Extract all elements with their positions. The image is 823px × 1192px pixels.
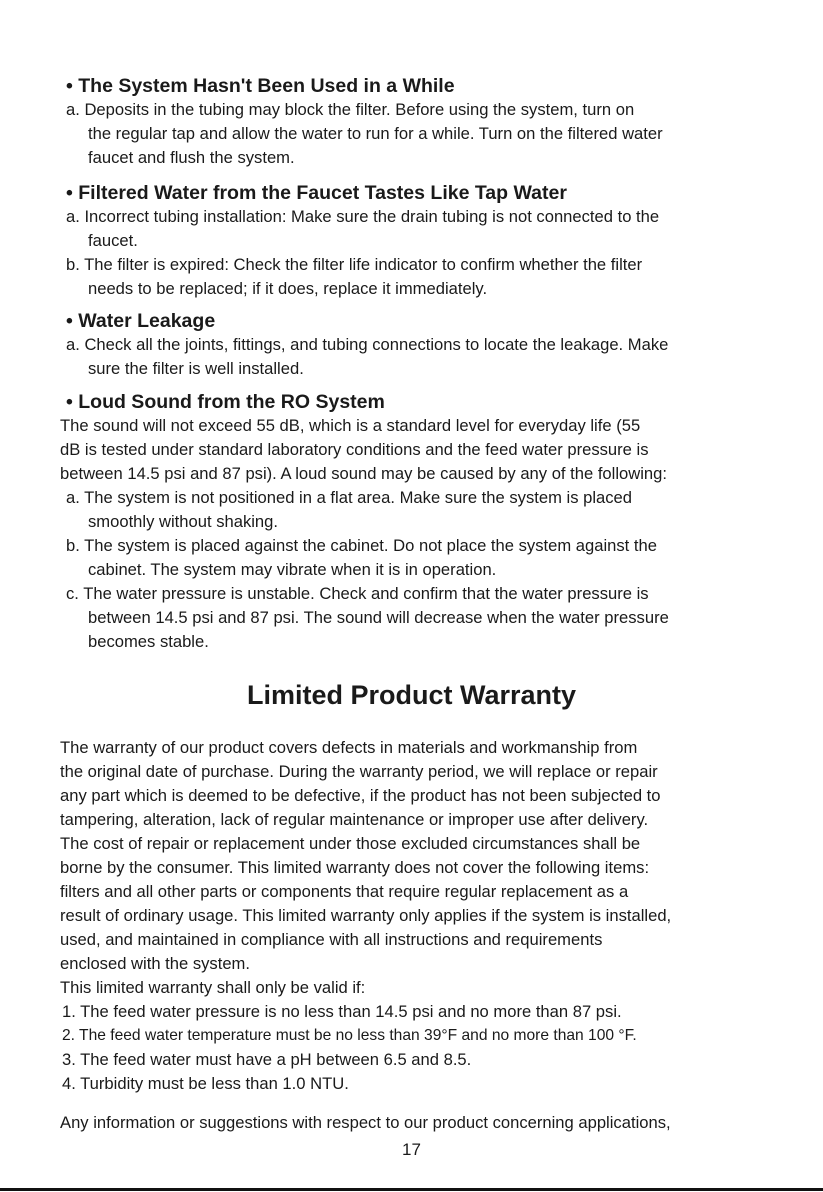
text-line: becomes stable. <box>88 632 209 651</box>
condition-item: 1. The feed water pressure is no less than 14.5 psi and no more than 87 psi. <box>62 1002 622 1021</box>
warranty-line: any part which is deemed to be defective, if the product has not been subjected to <box>60 786 661 805</box>
text-line: a. Deposits in the tubing may block the filter. Before using the system, turn on <box>66 100 635 119</box>
section-heading-taste: • Filtered Water from the Faucet Tastes Like Tap Water <box>66 182 567 204</box>
text-line: faucet and flush the system. <box>88 148 295 167</box>
warranty-line: result of ordinary usage. This limited warranty only applies if the system is installed, <box>60 906 672 925</box>
text-line: dB is tested under standard laboratory conditions and the feed water pressure is <box>60 440 649 459</box>
warranty-line: enclosed with the system. <box>60 954 250 973</box>
bottom-rule <box>0 1188 823 1191</box>
text-line: sure the filter is well installed. <box>88 359 304 378</box>
warranty-line: the original date of purchase. During the warranty period, we will replace or repair <box>60 762 658 781</box>
text-line: cabinet. The system may vibrate when it is in operation. <box>88 560 497 579</box>
conditions-intro: This limited warranty shall only be valid if: <box>60 978 366 997</box>
condition-item: 3. The feed water must have a pH between 6.5 and 8.5. <box>62 1050 472 1069</box>
section-heading-leakage: • Water Leakage <box>66 310 216 332</box>
warranty-line: used, and maintained in compliance with all instructions and requirements <box>60 930 603 949</box>
text-line: between 14.5 psi and 87 psi). A loud sound may be caused by any of the following: <box>60 464 667 483</box>
closing-line: Any information or suggestions with respect to our product concerning applications, <box>60 1113 671 1132</box>
text-line: The sound will not exceed 55 dB, which is a standard level for everyday life (55 <box>60 416 641 435</box>
text-line: faucet. <box>88 231 138 250</box>
warranty-line: borne by the consumer. This limited warranty does not cover the following items: <box>60 858 650 877</box>
warranty-line: filters and all other parts or components that require regular replacement as a <box>60 882 629 901</box>
text-line: c. The water pressure is unstable. Check and confirm that the water pressure is <box>66 584 649 603</box>
warranty-line: tampering, alteration, lack of regular maintenance or improper use after delivery. <box>60 810 649 829</box>
text-line: a. The system is not positioned in a flat area. Make sure the system is placed <box>66 488 633 507</box>
warranty-title: Limited Product Warranty <box>246 680 577 710</box>
condition-item: 4. Turbidity must be less than 1.0 NTU. <box>62 1074 349 1093</box>
warranty-line: The cost of repair or replacement under those excluded circumstances shall be <box>60 834 641 853</box>
text-line: b. The system is placed against the cabinet. Do not place the system against the <box>66 536 657 555</box>
text-line: needs to be replaced; if it does, replace it immediately. <box>88 279 488 298</box>
section-heading-loud-sound: • Loud Sound from the RO System <box>66 391 385 413</box>
section-heading-unused: • The System Hasn't Been Used in a While <box>66 75 455 97</box>
text-line: b. The filter is expired: Check the filter life indicator to confirm whether the filter <box>66 255 643 274</box>
text-line: smoothly without shaking. <box>88 512 279 531</box>
condition-item: 2. The feed water temperature must be no less than 39°F and no more than 100 °F. <box>62 1027 637 1044</box>
text-line: a. Incorrect tubing installation: Make sure the drain tubing is not connected to the <box>66 207 660 226</box>
warranty-line: The warranty of our product covers defects in materials and workmanship from <box>60 738 638 757</box>
page-number: 17 <box>402 1140 421 1159</box>
text-line: between 14.5 psi and 87 psi. The sound will decrease when the water pressure <box>88 608 669 627</box>
text-line: the regular tap and allow the water to run for a while. Turn on the filtered water <box>88 124 663 143</box>
text-line: a. Check all the joints, fittings, and tubing connections to locate the leakage. Make <box>66 335 669 354</box>
